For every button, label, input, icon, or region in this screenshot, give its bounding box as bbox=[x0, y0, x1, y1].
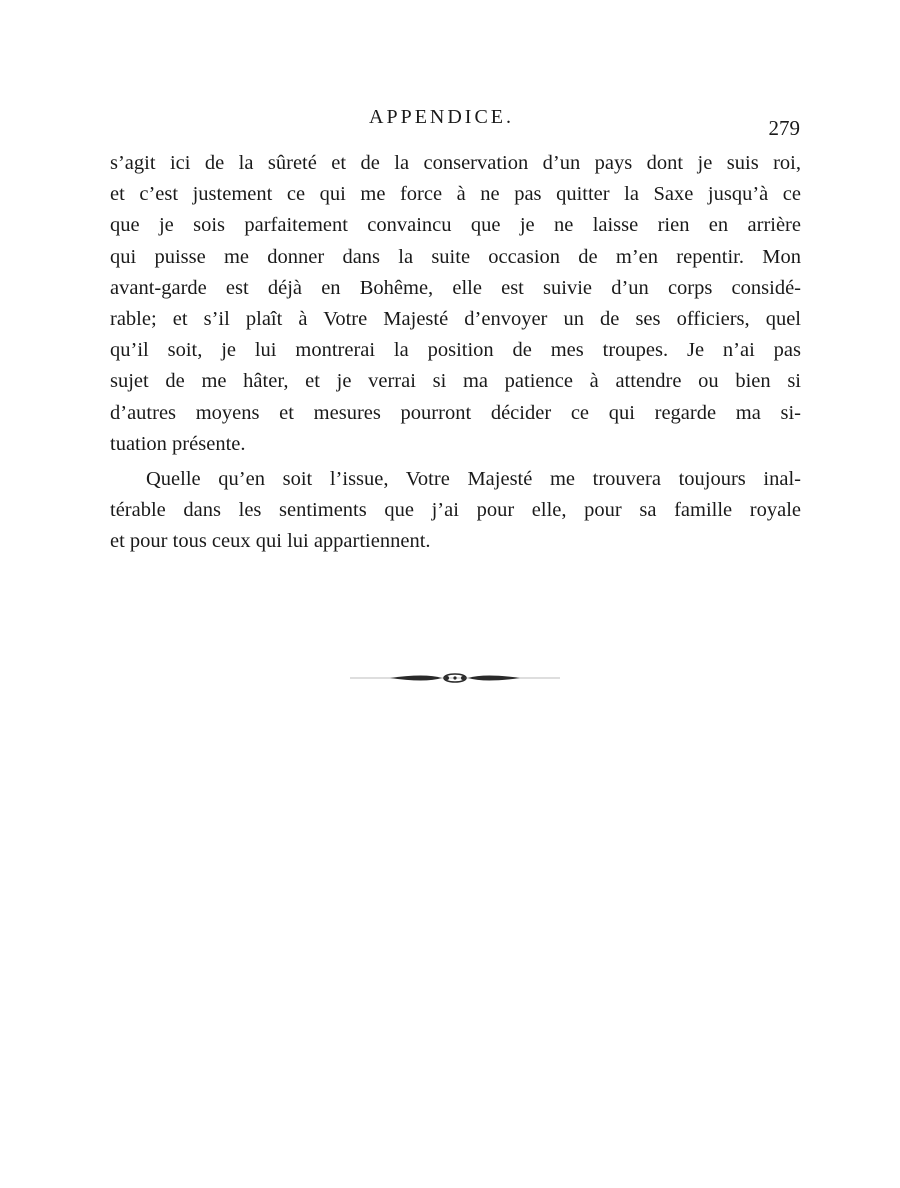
tailpiece-ornament-icon bbox=[350, 670, 560, 686]
text-line: qui puisse me donner dans la suite occasion de m’en repentir. Mon bbox=[110, 245, 801, 268]
text-line: d’autres moyens et mesures pourront décider ce qui regarde ma si- bbox=[110, 401, 801, 424]
body-text bbox=[110, 148, 801, 558]
paragraph-2 bbox=[110, 464, 801, 558]
text-line: et pour tous ceux qui lui appartiennent. bbox=[110, 530, 431, 553]
text-line: Quelle qu’en soit l’issue, Votre Majesté me trouvera toujours inal- bbox=[146, 468, 801, 491]
text-line: sujet de me hâter, et je verrai si ma patience à attendre ou bien si bbox=[110, 370, 801, 393]
page-number: 279 bbox=[768, 116, 800, 140]
text-line: que je sois parfaitement convaincu que je ne laisse rien en arrière bbox=[110, 214, 801, 237]
text-line: avant-garde est déjà en Bohême, elle est suivie d’un corps considé- bbox=[110, 276, 801, 299]
text-line: térable dans les sentiments que j’ai pour elle, pour sa famille royale bbox=[110, 499, 801, 522]
text-line: qu’il soit, je lui montrerai la position de mes troupes. Je n’ai pas bbox=[110, 339, 801, 362]
running-title: APPENDICE. bbox=[369, 106, 515, 128]
text-line: s’agit ici de la sûreté et de la conservation d’un pays dont je suis roi, bbox=[110, 152, 801, 174]
text-line: tuation présente. bbox=[110, 432, 246, 455]
running-head bbox=[0, 106, 900, 140]
paragraph-1 bbox=[110, 148, 801, 460]
text-line: rable; et s’il plaît à Votre Majesté d’envoyer un de ses officiers, quel bbox=[110, 308, 801, 331]
text-line: et c’est justement ce qui me force à ne pas quitter la Saxe jusqu’à ce bbox=[110, 183, 801, 206]
